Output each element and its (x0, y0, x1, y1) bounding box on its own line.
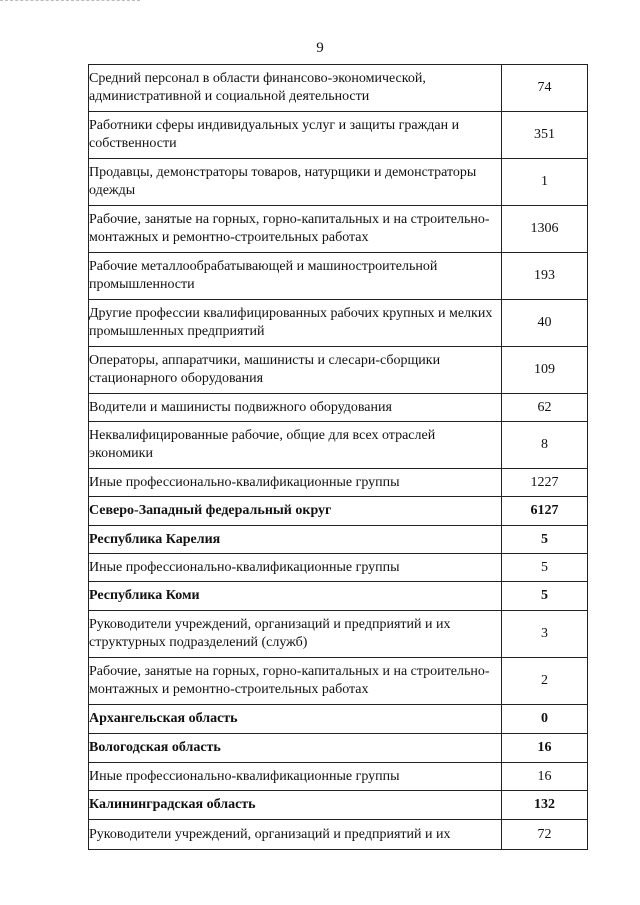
row-value: 72 (502, 820, 588, 850)
row-label: Руководители учреждений, организаций и предприятий и их структурных подразделений (служб) (89, 611, 502, 658)
row-value: 2 (502, 658, 588, 705)
row-label: Рабочие, занятые на горных, горно-капитальных и на строительно-монтажных и ремонтно-строительных работах (89, 206, 502, 253)
table-row (89, 159, 588, 206)
row-value: 6127 (502, 497, 588, 526)
row-value: 16 (502, 763, 588, 791)
table-row (89, 469, 588, 497)
row-label: Иные профессионально-квалификационные группы (89, 554, 502, 582)
table-row (89, 791, 588, 820)
table-row (89, 347, 588, 394)
table-row (89, 206, 588, 253)
row-value: 109 (502, 347, 588, 394)
row-label: Архангельская область (89, 705, 502, 734)
row-value: 62 (502, 394, 588, 422)
row-label: Неквалифицированные рабочие, общие для всех отраслей экономики (89, 422, 502, 469)
row-value: 5 (502, 582, 588, 611)
row-label: Рабочие, занятые на горных, горно-капитальных и на строительно-монтажных и ремонтно-строительных работах (89, 658, 502, 705)
row-label: Средний персонал в области финансово-экономической, административной и социальной деятельности (89, 65, 502, 112)
table-row (89, 734, 588, 763)
row-value: 3 (502, 611, 588, 658)
occupation-table (88, 64, 588, 850)
row-label: Республика Коми (89, 582, 502, 611)
table-row (89, 705, 588, 734)
row-value: 0 (502, 705, 588, 734)
table-row (89, 394, 588, 422)
table-row (89, 526, 588, 554)
row-value: 74 (502, 65, 588, 112)
page-number: 9 (316, 40, 324, 56)
row-value: 5 (502, 526, 588, 554)
row-value: 351 (502, 112, 588, 159)
row-value: 5 (502, 554, 588, 582)
row-value: 16 (502, 734, 588, 763)
row-value: 1 (502, 159, 588, 206)
table-row (89, 497, 588, 526)
table-row (89, 554, 588, 582)
row-label: Другие профессии квалифицированных рабочих крупных и мелких промышленных предприятий (89, 300, 502, 347)
table-row (89, 611, 588, 658)
table-row (89, 65, 588, 112)
row-value: 40 (502, 300, 588, 347)
row-label: Калининградская область (89, 791, 502, 820)
row-label: Рабочие металлообрабатывающей и машиностроительной промышленности (89, 253, 502, 300)
scan-edge-mark (0, 0, 140, 3)
row-label: Северо-Западный федеральный округ (89, 497, 502, 526)
row-label: Республика Карелия (89, 526, 502, 554)
row-label: Иные профессионально-квалификационные группы (89, 469, 502, 497)
table-row (89, 763, 588, 791)
row-label: Иные профессионально-квалификационные группы (89, 763, 502, 791)
row-value: 193 (502, 253, 588, 300)
row-label: Работники сферы индивидуальных услуг и защиты граждан и собственности (89, 112, 502, 159)
row-value: 132 (502, 791, 588, 820)
row-value: 1306 (502, 206, 588, 253)
row-label: Продавцы, демонстраторы товаров, натурщики и демонстраторы одежды (89, 159, 502, 206)
table-row (89, 658, 588, 705)
row-label: Руководители учреждений, организаций и предприятий и их (89, 820, 502, 850)
row-label: Вологодская область (89, 734, 502, 763)
table-row (89, 820, 588, 850)
row-label: Водители и машинисты подвижного оборудования (89, 394, 502, 422)
row-label: Операторы, аппаратчики, машинисты и слесари-сборщики стационарного оборудования (89, 347, 502, 394)
row-value: 8 (502, 422, 588, 469)
table-body (89, 65, 588, 850)
table-row (89, 582, 588, 611)
row-value: 1227 (502, 469, 588, 497)
table-row (89, 253, 588, 300)
table-row (89, 422, 588, 469)
table-row (89, 112, 588, 159)
table-row (89, 300, 588, 347)
